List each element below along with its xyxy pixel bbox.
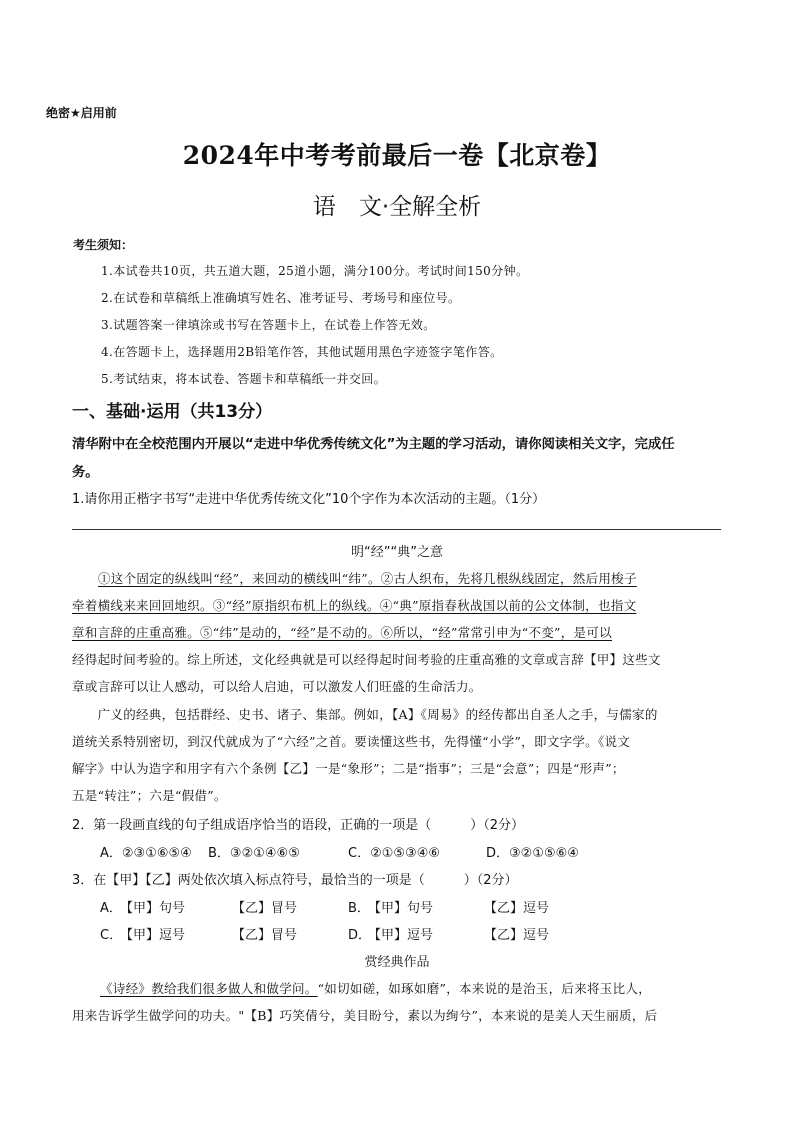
passage-line — [100, 979, 651, 997]
section-intro-line: 清华附中在全校范围内开展以“走进中华优秀传统文化”为主题的学习活动，请你阅读相关文字，完成任 — [72, 437, 675, 452]
underlined-sentence: 《诗经》教给我们很多做人和做学问。 — [100, 981, 318, 996]
passage-line: 用来告诉学生做学问的功夫。"【B】巧笑倩兮，美目盼兮，素以为绚兮”，本来说的是美人天生丽质，后 — [72, 1008, 658, 1023]
passage-line: 道统关系特别密切，到汉代就成为了“六经”之首。要读懂这些书，先得懂“小学”，即文字学。《说文 — [72, 734, 631, 749]
passage-line: 经得起时间考验的。综上所述，文化经典就是可以经得起时间考验的庄重高雅的文章或言辞【甲】这些文 — [72, 652, 661, 667]
passage-title: 明“经”“典”之意 — [351, 545, 443, 560]
option-jia: 【甲】句号 — [368, 901, 434, 916]
option-jia: 【甲】逗号 — [368, 928, 434, 943]
passage-line: ①这个固定的纵线叫“经”，来回动的横线叫“纬”。②古人织布，先将几根纵线固定，然后用梭子 — [98, 571, 637, 586]
option-letter: A． — [100, 901, 122, 916]
notice-item: 3.试题答案一律填涂或书写在答题卡上，在试卷上作答无效。 — [101, 318, 436, 332]
passage-line: 章和言辞的庄重高雅。⑤“纬”是动的，“经”是不动的。⑥所以，“经”常常引申为“不变”，是可以 — [72, 625, 612, 640]
passage-line: 五是“转注”；六是“假借”。 — [72, 788, 227, 803]
passage-line: 章或言辞可以让人感动，可以给人启迪，可以激发人们旺盛的生命活力。 — [72, 679, 482, 694]
option-yi: 【乙】冒号 — [232, 901, 298, 916]
section-heading: 一、基础·运用（共13分） — [72, 402, 273, 422]
option-yi: 【乙】逗号 — [484, 901, 550, 916]
option-letter: B． — [348, 901, 370, 916]
notice-heading: 考生须知： — [73, 238, 134, 252]
passage-line: 广义的经典，包括群经、史书、诸子、集部。例如，【A】《周易》的经传都出自圣人之手，与儒家的 — [72, 707, 658, 722]
page-title: 2024年中考考前最后一卷【北京卷】 — [182, 141, 612, 170]
question-2: 2．第一段画直线的句子组成语序恰当的语段，正确的一项是（ ）（2分） — [72, 818, 525, 833]
passage-text: “如切如磋，如琢如磨”，本来说的是治玉，后来将玉比人， — [317, 981, 651, 996]
option-letter: D． — [348, 928, 372, 943]
question-3: 3．在【甲】【乙】两处依次填入标点符号，最恰当的一项是（ ）（2分） — [72, 873, 518, 888]
option-d: D．③②①⑤⑥④ — [486, 846, 579, 861]
divider-line — [72, 529, 721, 530]
option-a: A．②③①⑥⑤④ — [100, 846, 192, 861]
section-intro-line: 务。 — [72, 465, 99, 480]
option-jia: 【甲】逗号 — [120, 928, 186, 943]
question-1: 1.请你用正楷字书写“走进中华优秀传统文化”10个字作为本次活动的主题。（1分） — [72, 492, 546, 507]
option-b: B．③②①④⑥⑤ — [208, 846, 300, 861]
option-letter: C． — [100, 928, 123, 943]
notice-item: 5.考试结束，将本试卷、答题卡和草稿纸一并交回。 — [101, 372, 387, 386]
option-jia: 【甲】句号 — [120, 901, 186, 916]
passage-line: 解字》中认为造字和用字有六个条例【乙】一是“象形”；二是“指事”；三是“会意”；四是“形声”； — [72, 761, 625, 776]
option-c: C．②①⑤③④⑥ — [348, 846, 441, 861]
option-yi: 【乙】逗号 — [484, 928, 550, 943]
notice-item: 2.在试卷和草稿纸上准确填写姓名、准考证号、考场号和座位号。 — [101, 291, 461, 305]
notice-item: 1.本试卷共10页，共五道大题，25道小题，满分100分。考试时间150分钟。 — [101, 264, 529, 278]
passage-line: 牵着横线来来回回地织。③“经”原指织布机上的纵线。④“典”原指春秋战国以前的公文体制，也指文 — [72, 598, 637, 613]
notice-item: 4.在答题卡上，选择题用2B铅笔作答，其他试题用黑色字迹签字笔作答。 — [101, 345, 503, 359]
confidential-label: 绝密★启用前 — [46, 106, 117, 120]
passage-title: 赏经典作品 — [364, 955, 430, 970]
page-subtitle: 语 文·全解全析 — [312, 194, 482, 220]
option-yi: 【乙】冒号 — [232, 928, 298, 943]
